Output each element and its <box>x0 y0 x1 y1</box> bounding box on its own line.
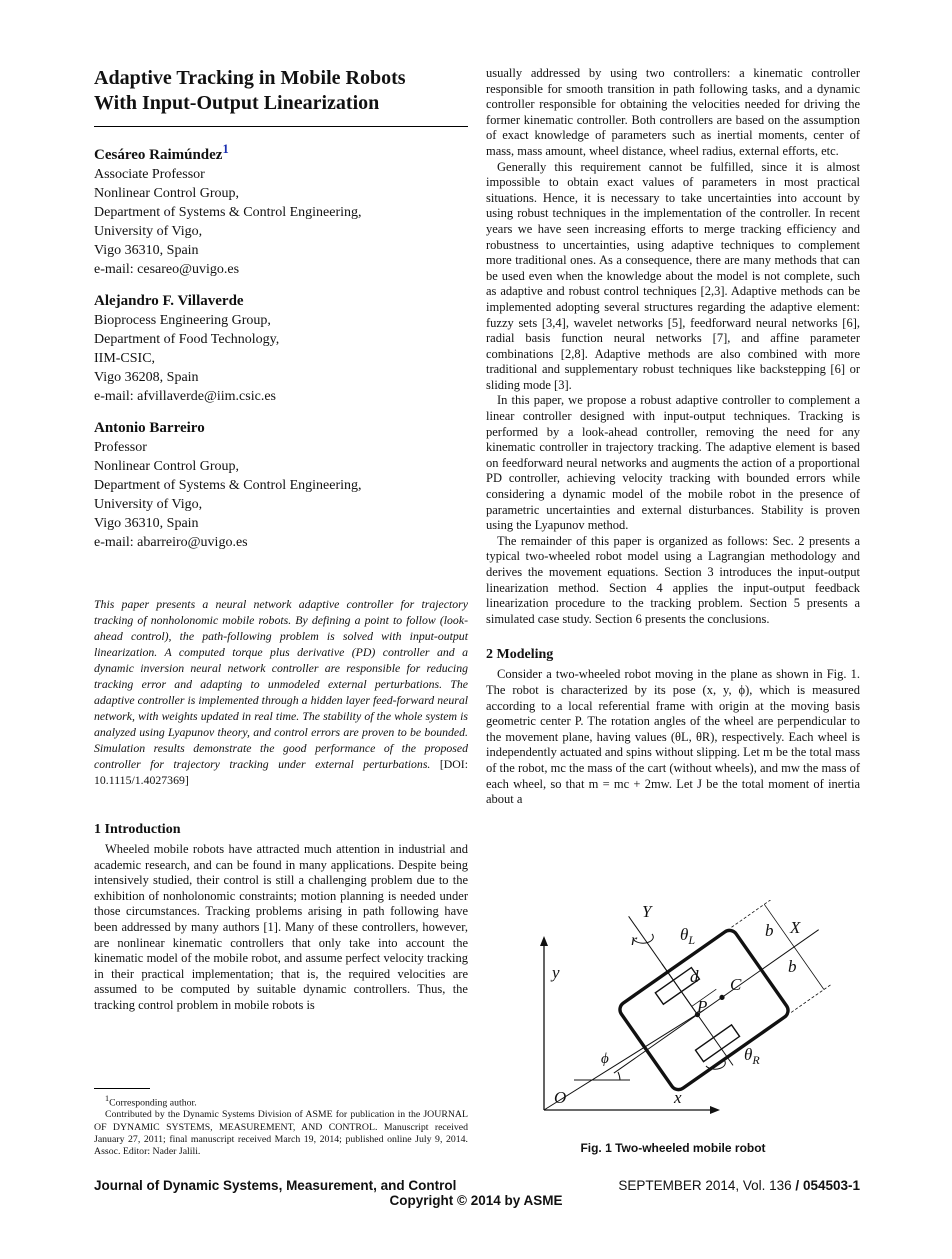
footer-date: SEPTEMBER 2014, Vol. 136 <box>618 1178 792 1193</box>
author-aff-line: Department of Food Technology, <box>94 332 280 347</box>
phi-arc <box>618 1072 620 1080</box>
label-x: x <box>674 1088 682 1107</box>
label-b-2: b <box>788 957 797 976</box>
footer-page: 054503-1 <box>802 1178 860 1193</box>
author-aff-line: IIM-CSIC, <box>94 351 156 366</box>
author-aff-line: Vigo 36310, Spain <box>94 243 199 258</box>
label-C: C <box>730 975 742 994</box>
author-aff-line: Professor <box>94 440 147 455</box>
author-email: e-mail: cesareo@uvigo.es <box>94 262 240 277</box>
paragraph: Consider a two-wheeled robot moving in the plane as shown in Fig. 1. The robot is characterized by its pose (x, y, ϕ), which is measured according to a local referential frame with origin at the moving basis geometric center P. The rotation angles of the wheel are perpendicular to the movement plane, having values (θL, θR), respectively. Each wheel is independently actuated and spins without slipping. Let m be the total mass of the robot, mc the mass of the cart (without wheels), and mw the mass of each wheel, so that m = mc + 2mw. Let J be the total moment of inertia about a <box>486 667 860 807</box>
footnote-mark: 1 <box>105 1094 110 1103</box>
copyright: Copyright © 2014 by ASME <box>389 1193 563 1208</box>
figure-caption: Fig. 1 Two-wheeled mobile robot <box>580 1141 766 1155</box>
abstract-text: This paper presents a neural network adaptive controller for trajectory tracking of nonholonomic mobile robots. By defining a point to follow (look-ahead control), the path-following problem is solved with input-output linearization. A computed torque plus derivative (PD) controller and a dynamic inversion neural network controller are responsible for reducing tracking error and adapting to unmodeled external perturbations. The adaptive controller is implemented through a hidden layer feed-forward neural network, with weights updated in real time. The stability of the whole system is analyzed using Lyapunov theory, and control errors are proven to be bounded. Simulation results demonstrate the good performance of the proposed controller for trajectory tracking under external perturbations. <box>94 597 468 771</box>
footnote-1: Corresponding author. <box>109 1097 197 1109</box>
author-aff-line: Department of Systems & Control Engineering, <box>94 478 362 493</box>
author-aff-line: Nonlinear Control Group, <box>94 459 240 474</box>
author-name-1: Cesáreo Raimúndez <box>94 147 223 163</box>
author-block-3 <box>94 418 468 552</box>
author-name-2: Alejandro F. Villaverde <box>94 293 244 309</box>
abstract-doi[interactable]: [DOI: 10.1115/1.4027369] <box>94 757 468 787</box>
label-P: P <box>697 997 708 1016</box>
label-d: d <box>690 967 699 986</box>
paragraph: Generally this requirement cannot be fulfilled, since it is almost impossible to obtain exact values of parameters in most practical situations. Hence, it is necessary to take uncertainties into account by using robust techniques in the implementation of the controller. In recent years we have seen increasing efforts to merge tracking efficiency and robustness to uncertainties, using adaptive techniques to complement more traditional ones. As a consequence, there are many methods that can be used even when the knowledge about the model is not complete, such as adaptive and robust control techniques [2,3]. Adaptive methods can be implemented adopting several structures regarding the adaptive element: fuzzy sets [3,4], wavelet networks [5], feedforward neural networks [6], radial basis function neural networks [7], and affine parameter combinations [2,8]. Adaptive methods are also combined with more traditional and supplementary robust techniques like backstepping [6] or sliding mode [3]. <box>486 159 860 392</box>
point-C <box>718 994 725 1001</box>
footnotes <box>94 1088 468 1158</box>
footnote-2: Contributed by the Dynamic Systems Division of ASME for publication in the JOURNAL OF DYNAMIC SYSTEMS, MEASUREMENT, AND CONTROL. Manuscript received January 27, 2011; final manuscript received March 19, 2014; published online July 9, 2014. Assoc. Editor: Nader Jalili. <box>94 1109 468 1158</box>
author-email: e-mail: abarreiro@uvigo.es <box>94 535 248 550</box>
footer-journal: Journal of Dynamic Systems, Measurement, and Control <box>94 1178 457 1193</box>
svg-text:θL <box>680 925 695 947</box>
author-aff-line: University of Vigo, <box>94 497 203 512</box>
label-Y: Y <box>642 902 652 921</box>
title-line-2: With Input-Output Linearization <box>94 92 380 114</box>
paragraph: Wheeled mobile robots have attracted much attention in industrial and academic research, and can be found in many applications. Despite being intensively studied, their control is still a challenging problem due to the exhibition of nonholonomic constraints; motion planning is needed under those circumstances. Tracking problems arising in path following have been addressed by many authors [1]. Many of these controllers, however, are nonlinear kinematic controllers that only take into account the kinematic model of the mobile robot, and assume perfect velocity tracking in their practical implementation; that is, the required velocities are assumed to be computed by suitable dynamic controllers. Thus, the tracking control problem in mobile robots is <box>94 842 468 1012</box>
y-axis-arrow-icon <box>540 936 548 946</box>
author-block-1 <box>94 139 468 279</box>
x-axis-arrow-icon <box>710 1106 720 1114</box>
label-b-1: b <box>765 921 774 940</box>
label-thetaL: θ <box>680 925 689 944</box>
svg-text:θR <box>744 1045 760 1067</box>
footer-separator: / <box>791 1178 803 1193</box>
author-aff-line: Vigo 36208, Spain <box>94 370 199 385</box>
footer-issue <box>618 1178 860 1193</box>
author-aff-line: Bioprocess Engineering Group, <box>94 313 271 328</box>
author-aff-line: Department of Systems & Control Engineering, <box>94 205 362 220</box>
section-heading: 1 Introduction <box>94 822 181 837</box>
paper-title <box>94 66 468 116</box>
left-column <box>94 66 468 1014</box>
author-email: e-mail: afvillaverde@iim.csic.es <box>94 389 276 404</box>
label-r: r <box>631 932 638 949</box>
author-aff-line: Vigo 36310, Spain <box>94 516 199 531</box>
author-aff-line: University of Vigo, <box>94 224 203 239</box>
author-block-2 <box>94 291 468 406</box>
dim-line-bottom <box>791 984 832 1013</box>
label-phi: ϕ <box>601 1051 609 1067</box>
abstract <box>94 596 468 788</box>
right-column <box>486 66 860 808</box>
author-name-3: Antonio Barreiro <box>94 420 205 436</box>
footnote-rule <box>94 1088 150 1089</box>
section-1 <box>94 822 468 1014</box>
label-X: X <box>790 918 801 937</box>
label-thetaR: θ <box>744 1045 753 1064</box>
label-thetaL-sub: L <box>688 933 696 947</box>
author-aff-line: Associate Professor <box>94 167 205 182</box>
paragraph: The remainder of this paper is organized as follows: Sec. 2 presents a typical two-wheeled robot model using a Lagrangian methodology and derives the movement equations. Section 3 introduces the input-output linearization method. Section 4 applies the input-output feedback linearization procedure to the tracking problem. Section 5 presents a simulated case study. Section 6 presents the conclusions. <box>486 533 860 626</box>
label-thetaR-sub: R <box>752 1053 760 1067</box>
title-rule <box>94 126 468 127</box>
figure-1-robot-diagram <box>534 900 854 1130</box>
paragraph: usually addressed by using two controllers: a kinematic controller responsible for smooth transition in path following tasks, and a dynamic controller responsible for obtaining the velocities needed for driving the former kinematic controller. Both controllers are based on the assumption of exact knowledge of parameters such as inertial moments, center of mass, mass amount, wheel distance, wheel radius, external efforts, etc. <box>486 66 860 158</box>
author-aff-line: Nonlinear Control Group, <box>94 186 240 201</box>
author-footnote-mark[interactable]: 1 <box>222 142 229 156</box>
title-line-1: Adaptive Tracking in Mobile Robots <box>94 67 406 89</box>
label-y: y <box>552 963 560 982</box>
paragraph: In this paper, we propose a robust adaptive controller to complement a linear controller designed with input-output techniques. Tracking is performed by a look-ahead controller, removing the need for any kinematic controller in trajectory tracking. The adaptive element is based on feedforward neural networks and augments the action of a proportional PD controller, achieving velocity tracking with bounded errors while considering a dynamic model of the mobile robot in the presence of parametric uncertainties and external disturbances. Stability is proven using the Lyapunov method. <box>486 393 860 533</box>
section-heading: 2 Modeling <box>486 647 554 663</box>
label-O: O <box>554 1088 567 1107</box>
